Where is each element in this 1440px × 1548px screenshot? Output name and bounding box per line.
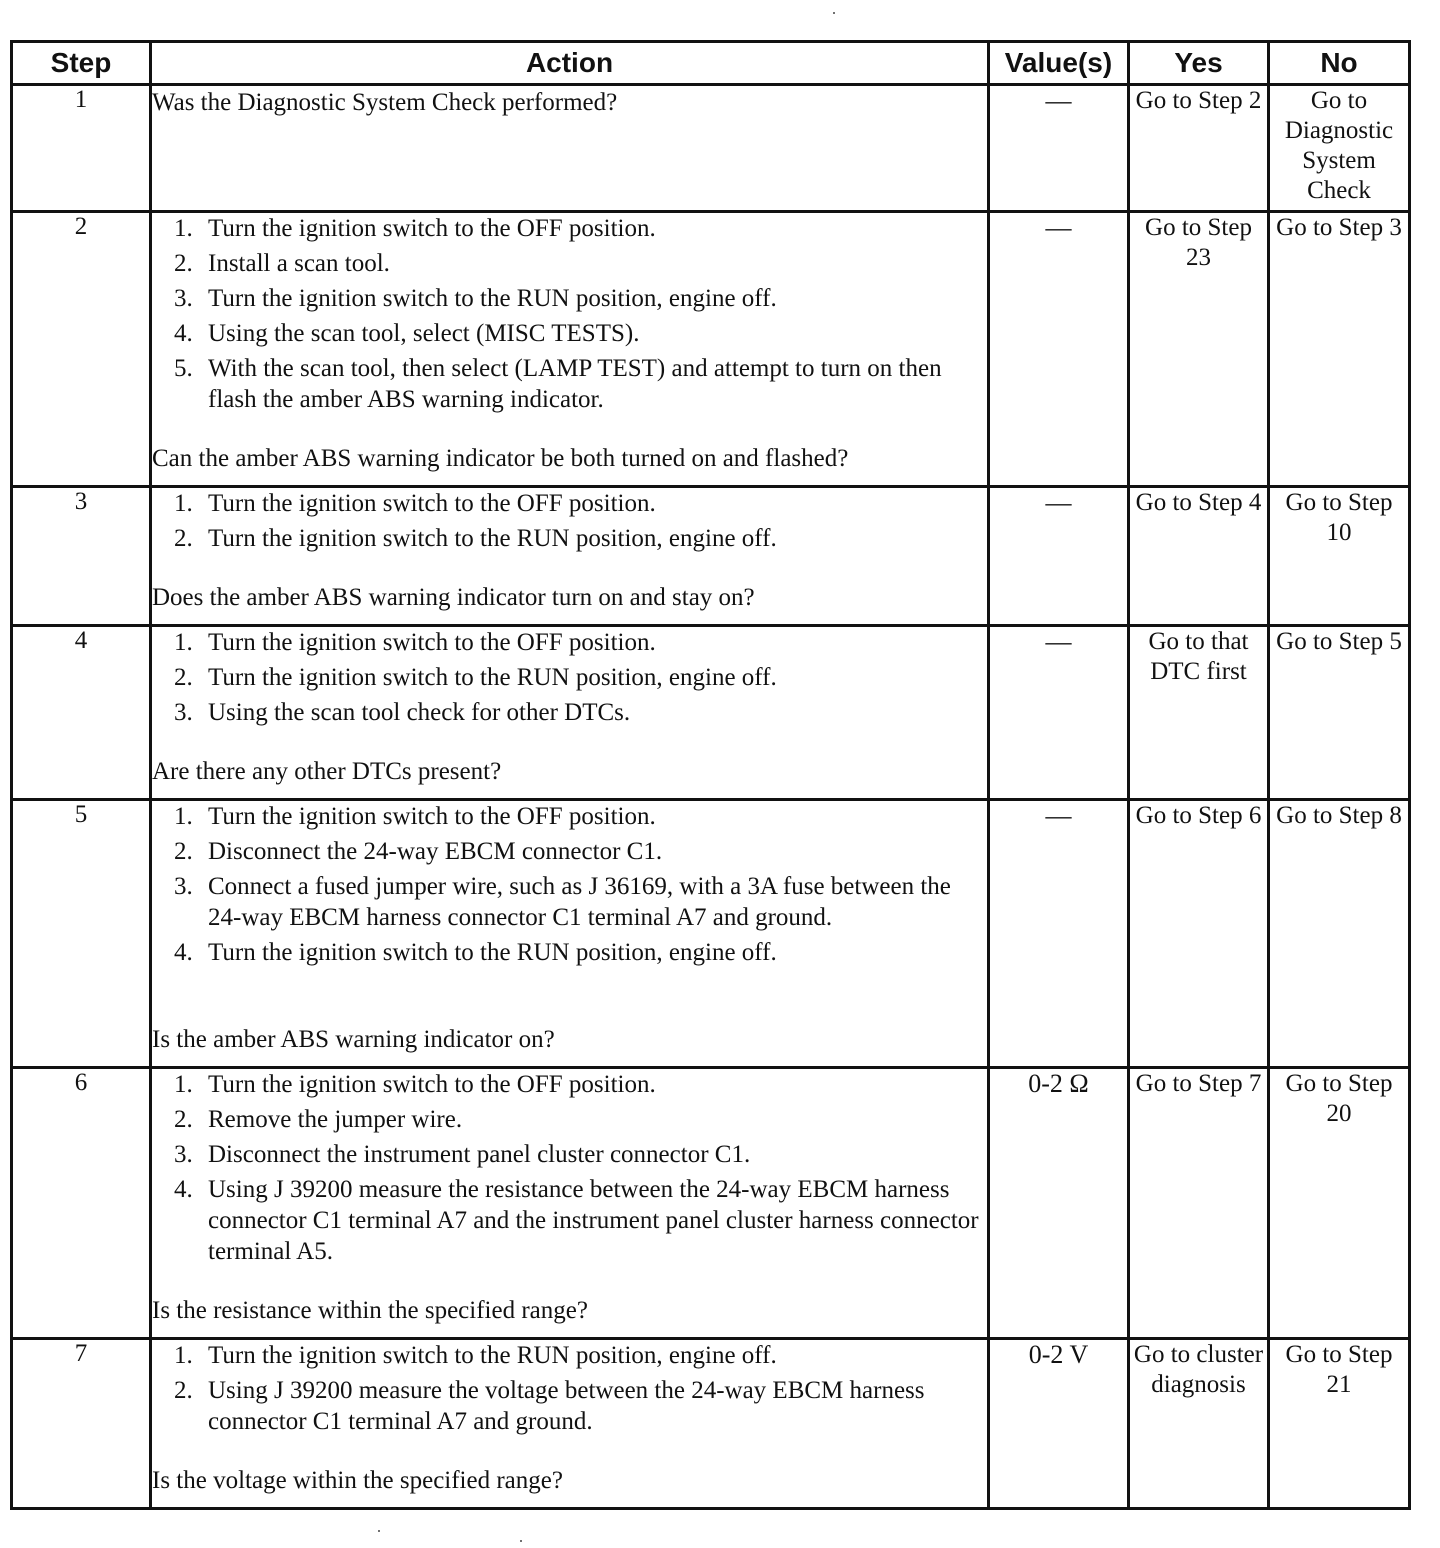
substep-item — [174, 353, 987, 415]
substep-list — [152, 801, 987, 968]
substep-text: Using J 39200 measure the resistance between the 24-way EBCM harness connector C1 terminal A7 and the instrument panel cluster harness connector terminal A5. — [208, 1176, 979, 1265]
substep-item — [174, 836, 987, 867]
action-cell — [151, 487, 989, 626]
substep-number: 5. — [174, 355, 193, 382]
substep-text: Turn the ignition switch to the OFF position. — [208, 803, 656, 830]
table-row — [12, 1339, 1410, 1509]
substep-text: Using the scan tool, select (MISC TESTS). — [208, 320, 640, 347]
substep-item — [174, 248, 987, 279]
substep-text: Turn the ignition switch to the RUN position, engine off. — [208, 1342, 777, 1369]
substep-item — [174, 1375, 987, 1437]
substep-number: 2. — [174, 838, 193, 865]
action-question: Does the amber ABS warning indicator turn on and stay on? — [152, 584, 755, 611]
substep-list — [152, 1069, 987, 1267]
value-text: 0-2 Ω — [1028, 1069, 1089, 1098]
action-question: Was the Diagnostic System Check performed? — [152, 89, 618, 116]
no-cell: Go to Step 5 — [1269, 626, 1410, 800]
table-row — [12, 85, 1410, 212]
substep-text: Turn the ignition switch to the OFF position. — [208, 215, 656, 242]
yes-cell: Go to cluster diagnosis — [1129, 1339, 1269, 1509]
substep-text: Turn the ignition switch to the RUN position, engine off. — [208, 525, 777, 552]
no-cell: Go to Step 20 — [1269, 1068, 1410, 1339]
substep-text: Using J 39200 measure the voltage between the 24-way EBCM harness connector C1 terminal A7 and ground. — [208, 1377, 925, 1435]
value-text: 0-2 V — [1028, 1340, 1089, 1369]
value-text: — — [1045, 86, 1072, 115]
value-cell — [989, 85, 1129, 212]
table-row — [12, 212, 1410, 487]
substep-number: 1. — [174, 490, 193, 517]
substep-number: 2. — [174, 250, 193, 277]
substep-item — [174, 662, 987, 693]
step-number: 5 — [12, 800, 151, 1068]
value-cell — [989, 800, 1129, 1068]
value-cell — [989, 1068, 1129, 1339]
substep-number: 3. — [174, 1141, 193, 1168]
substep-item — [174, 1139, 987, 1170]
table-row — [12, 1068, 1410, 1339]
action-question: Are there any other DTCs present? — [152, 758, 502, 785]
substep-item — [174, 937, 987, 968]
substep-number: 1. — [174, 215, 193, 242]
substep-number: 2. — [174, 525, 193, 552]
no-cell: Go to Step 21 — [1269, 1339, 1410, 1509]
no-cell: Go to Step 3 — [1269, 212, 1410, 487]
substep-list — [152, 627, 987, 728]
scan-speck — [833, 12, 835, 14]
diagnostic-table — [10, 40, 1411, 1510]
substep-number: 3. — [174, 873, 193, 900]
value-cell — [989, 212, 1129, 487]
table-row — [12, 626, 1410, 800]
header-values: Value(s) — [989, 42, 1129, 85]
substep-item — [174, 1069, 987, 1100]
action-cell — [151, 626, 989, 800]
table-row — [12, 487, 1410, 626]
value-cell — [989, 1339, 1129, 1509]
action-cell — [151, 85, 989, 212]
substep-number: 2. — [174, 1106, 193, 1133]
action-cell — [151, 212, 989, 487]
step-number: 7 — [12, 1339, 151, 1509]
substep-number: 1. — [174, 1071, 193, 1098]
substep-number: 1. — [174, 803, 193, 830]
substep-item — [174, 801, 987, 832]
value-text: — — [1045, 801, 1072, 830]
substep-item — [174, 318, 987, 349]
value-text: — — [1045, 627, 1072, 656]
substep-text: Turn the ignition switch to the RUN position, engine off. — [208, 285, 777, 312]
table-row — [12, 800, 1410, 1068]
substep-number: 3. — [174, 285, 193, 312]
value-cell — [989, 487, 1129, 626]
substep-text: Turn the ignition switch to the OFF position. — [208, 1071, 656, 1098]
header-row — [12, 42, 1410, 85]
action-cell — [151, 1068, 989, 1339]
substep-number: 3. — [174, 699, 193, 726]
header-no: No — [1269, 42, 1410, 85]
no-cell: Go to Step 8 — [1269, 800, 1410, 1068]
substep-list — [152, 488, 987, 554]
no-cell: Go to Step 10 — [1269, 487, 1410, 626]
substep-number: 2. — [174, 1377, 193, 1404]
substep-text: Disconnect the instrument panel cluster connector C1. — [208, 1141, 751, 1168]
action-question: Is the resistance within the specified range? — [152, 1297, 588, 1324]
value-text: — — [1045, 488, 1072, 517]
substep-text: Turn the ignition switch to the OFF position. — [208, 490, 656, 517]
substep-item — [174, 1340, 987, 1371]
yes-cell: Go to Step 6 — [1129, 800, 1269, 1068]
substep-item — [174, 627, 987, 658]
yes-cell: Go to Step 2 — [1129, 85, 1269, 212]
substep-list — [152, 1340, 987, 1437]
yes-cell: Go to Step 4 — [1129, 487, 1269, 626]
value-text: — — [1045, 213, 1072, 242]
action-cell — [151, 800, 989, 1068]
substep-text: Turn the ignition switch to the OFF position. — [208, 629, 656, 656]
substep-item — [174, 488, 987, 519]
substep-text: Remove the jumper wire. — [208, 1106, 463, 1133]
step-number: 1 — [12, 85, 151, 212]
step-number: 3 — [12, 487, 151, 626]
substep-text: Connect a fused jumper wire, such as J 36169, with a 3A fuse between the 24-way EBCM harness connector C1 terminal A7 and ground. — [208, 873, 951, 931]
header-action: Action — [151, 42, 989, 85]
substep-text: Disconnect the 24-way EBCM connector C1. — [208, 838, 663, 865]
value-cell — [989, 626, 1129, 800]
substep-text: Using the scan tool check for other DTCs. — [208, 699, 631, 726]
step-number: 6 — [12, 1068, 151, 1339]
header-step: Step — [12, 42, 151, 85]
substep-text: Turn the ignition switch to the RUN position, engine off. — [208, 939, 777, 966]
yes-cell: Go to Step 23 — [1129, 212, 1269, 487]
substep-list — [152, 213, 987, 415]
action-question: Can the amber ABS warning indicator be both turned on and flashed? — [152, 445, 849, 472]
substep-number: 1. — [174, 629, 193, 656]
substep-item — [174, 213, 987, 244]
action-cell — [151, 1339, 989, 1509]
substep-item — [174, 283, 987, 314]
substep-text: Turn the ignition switch to the RUN position, engine off. — [208, 664, 777, 691]
scan-speck — [378, 1530, 380, 1532]
no-cell: Go to Diagnostic System Check — [1269, 85, 1410, 212]
substep-item — [174, 697, 987, 728]
substep-item — [174, 523, 987, 554]
substep-item — [174, 1174, 987, 1267]
substep-number: 4. — [174, 1176, 193, 1203]
substep-item — [174, 871, 987, 933]
substep-text: With the scan tool, then select (LAMP TEST) and attempt to turn on then flash the amber ABS warning indicator. — [208, 355, 942, 413]
yes-cell: Go to that DTC first — [1129, 626, 1269, 800]
action-question: Is the voltage within the specified range? — [152, 1467, 563, 1494]
action-question: Is the amber ABS warning indicator on? — [152, 1026, 555, 1053]
header-yes: Yes — [1129, 42, 1269, 85]
step-number: 2 — [12, 212, 151, 487]
substep-number: 4. — [174, 939, 193, 966]
step-number: 4 — [12, 626, 151, 800]
yes-cell: Go to Step 7 — [1129, 1068, 1269, 1339]
scan-speck — [520, 1540, 522, 1542]
substep-number: 2. — [174, 664, 193, 691]
substep-number: 1. — [174, 1342, 193, 1369]
substep-item — [174, 1104, 987, 1135]
substep-number: 4. — [174, 320, 193, 347]
substep-text: Install a scan tool. — [208, 250, 390, 277]
